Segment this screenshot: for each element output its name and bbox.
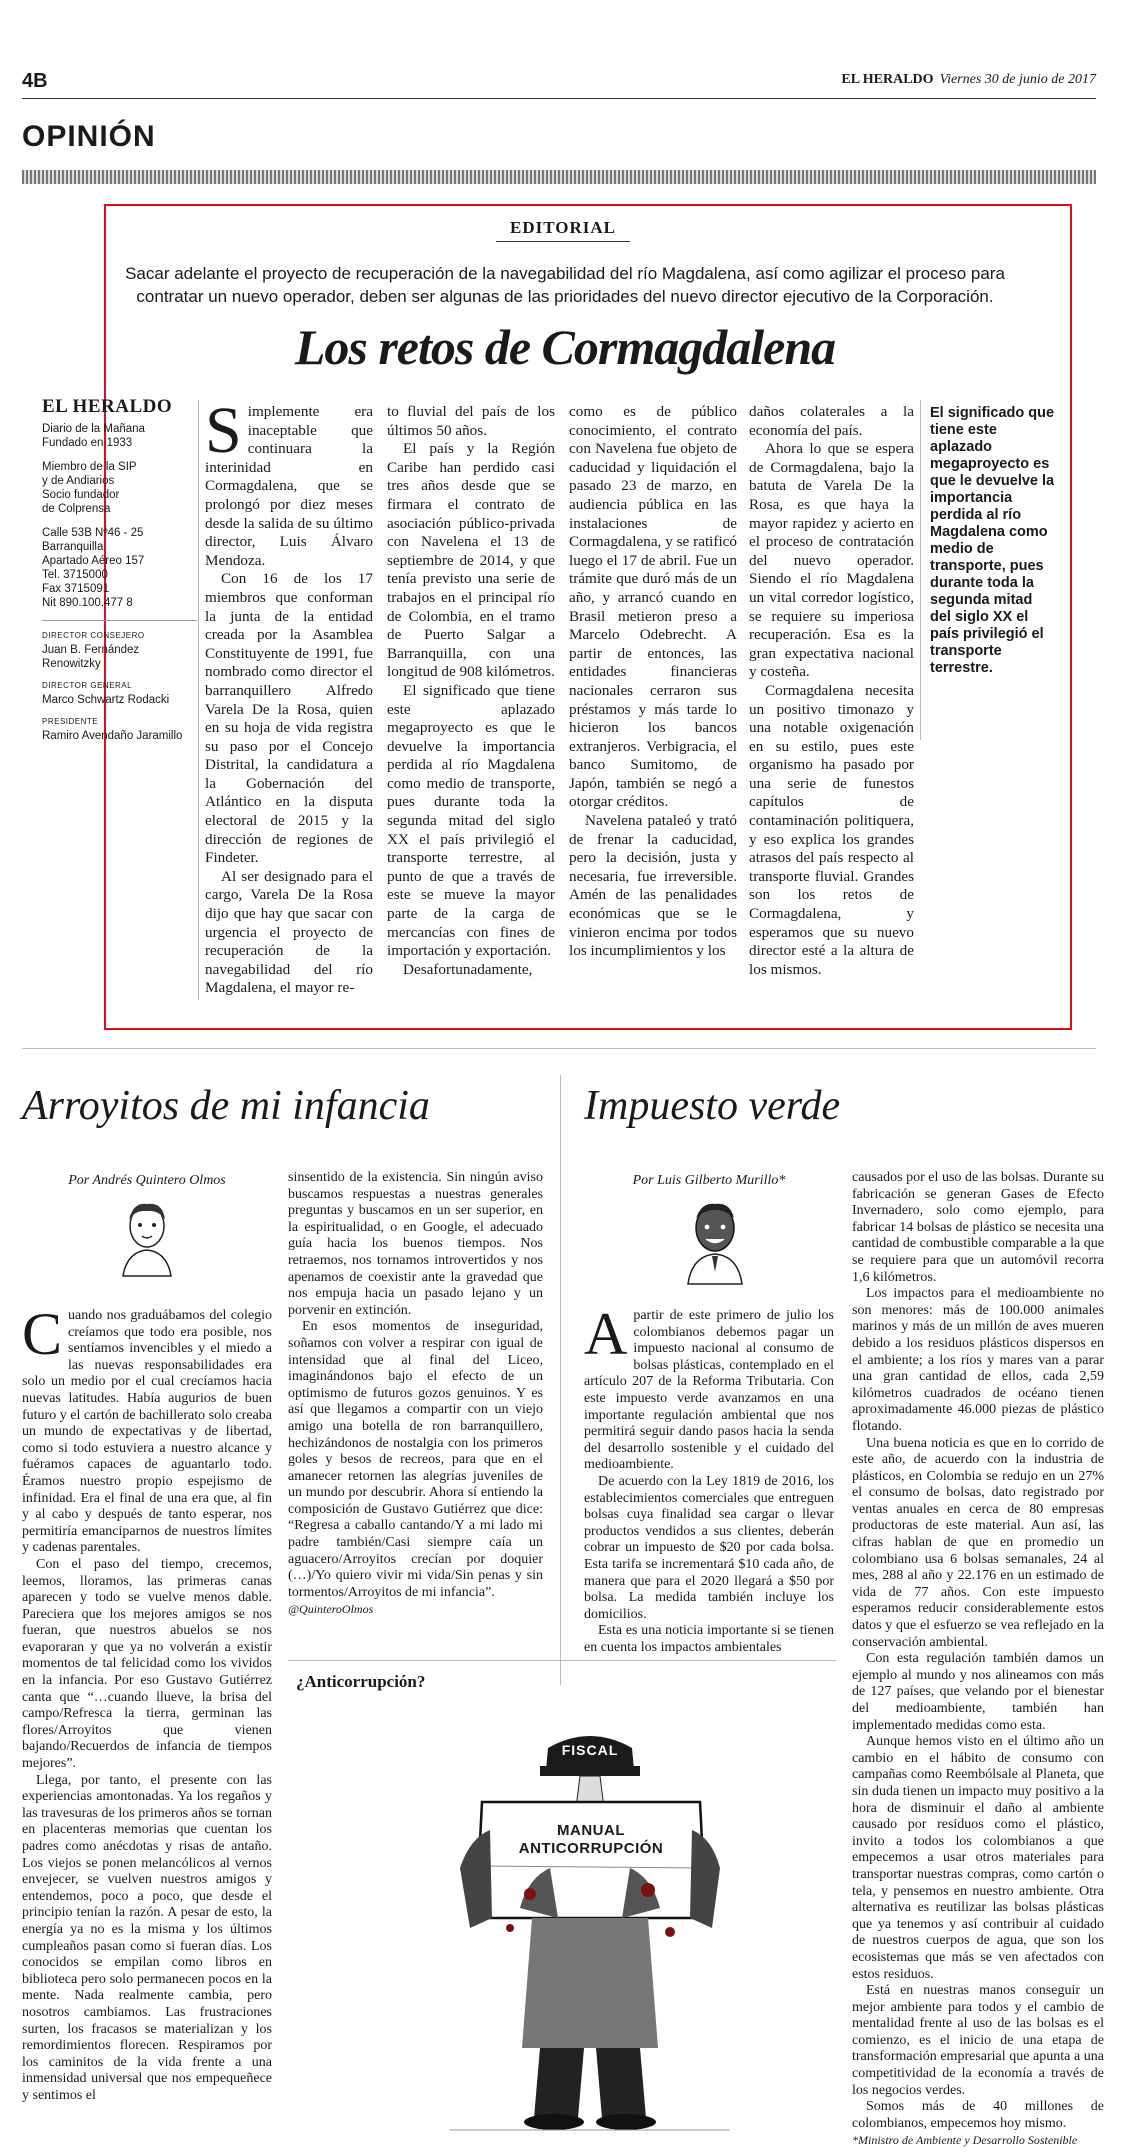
column-paragraph: Apartir de este primero de julio los colombianos debemos pagar un impuesto nacional al consumo de bolsas plásticas, contemplado en el artículo 207 de la Reforma Tributaria. Con este impuesto verde avanzamos en una importante regulación ambiental que nos permitirá seguir dando pasos hacia la senda del desarrollo sostenible y el cuidado del medioambiente. bbox=[584, 1301, 834, 1473]
editorial-paragraph: Al ser designado para el cargo, Varela De la Rosa dijo que hay que sacar con urgencia el proyecto de recuperación de la navegabilidad del río Magdalena, el mayor re- bbox=[205, 867, 373, 997]
editorial-column-1 bbox=[205, 394, 373, 1003]
column-paragraph: causados por el uso de las bolsas. Durante su fabricación se generan Gases de Efecto Invernadero, solo como ejemplo, para fabricar 14 bolsas de plástico se necesita una cantidad de combustible comparable a la que se requiere para que un automóvil recorra 1,6 kilómetros. bbox=[852, 1170, 1104, 1285]
masthead-person-2: Marco Schwartz Rodacki bbox=[42, 694, 170, 706]
editorial-pullquote: El significado que tiene este aplazado megaproyecto es que le devuelve la importancia perdida al río Magdalena como medio de transporte, pues durante toda la segunda mitad del siglo XX el país privilegió el transporte terrestre. bbox=[930, 405, 1055, 676]
editorial-standfirst: Sacar adelante el proyecto de recuperación de la navegabilidad del río Magdalena, así como agilizar el proceso para contratar un nuevo operador, deben ser algunas de las prioridades del nuevo director ejecutivo de la Corporación. bbox=[125, 264, 1005, 306]
masthead-person-1: Juan B. Fernández Renowitzky bbox=[42, 644, 140, 670]
column-title-right: Impuesto verde bbox=[584, 1083, 841, 1129]
column-paragraph: Con el paso del tiempo, crecemos, leemos, lloramos, las primeras canas aparecen y todo se vuelve menos dable. Pareciera que los mejores amigos se nos fueran, que nuestros abuelos se nos evaporaran y que ya no volverán a existir momentos de tal felicidad como los vividos en la infancia. Por eso Gustavo Gutiérrez canta que “…cuando llueve, la brisa del campo/Refresca la tierra, germinan las flores/Arroyitos que vienen bajando/Recuerdos de infancia de tiempos mejores”. bbox=[22, 1556, 272, 1772]
column-rule bbox=[560, 1075, 561, 1685]
column-paragraph: Está en nuestras manos conseguir un mejor ambiente para todos y el cambio de mentalidad frente al uso de las bolsas es el comienzo, es el inicio de una etapa de transformación empresarial que apunta a una competitividad de la economía a través de los negocios verdes. bbox=[852, 1983, 1104, 2098]
editorial-paragraph: El país y la Región Caribe han perdido casi tres años desde que se firmara el contrato de asociación público-privada con Navelena el 13 de septiembre de 2014, y que tenía previsto una serie de trabajos en el principal río de Colombia, en el tramo de Puerto Salgar a Barranquilla, con una longitud de 908 kilómetros. bbox=[387, 440, 555, 681]
paper-date-line bbox=[841, 72, 1096, 88]
editorial-paragraph: como es de público conocimiento, el contrato con Navelena fue objeto de caducidad y liquidación el pasado 23 de marzo, en audiencia pública en las instalaciones de Cormagdalena, y se ratificó luego el 17 de abril. Fue un trámite que duró más de un año, y arrancó cuando en Brasil metieron preso a Marcelo Odebrecht. A partir de entonces, las entidades financieras nacionales cerraron sus préstamos y más tarde lo hicieron los bancos extranjeros. Verbigracia, el banco Sumitomo, de Japón, también se negó a otorgar créditos. bbox=[569, 403, 737, 811]
column-paragraph: Los impactos para el medioambiente no son menores: más de 100.000 animales marinos y más de un millón de aves mueren debido a los residuos plásticos dispersos en el ambiente; a los ríos y mares van a parar una gran cantidad de ellos, cada 2,59 kilómetros cuadrados de océano tienen aproximadamente 46.000 piezas de plástico flotando. bbox=[852, 1286, 1104, 1434]
byline-right: Por Luis Gilberto Murillo* bbox=[632, 1173, 786, 1188]
column-text-left-a bbox=[22, 1301, 272, 2143]
section-title: OPINIÓN bbox=[22, 120, 156, 153]
column-text-right-b bbox=[852, 1170, 1104, 2148]
editorial-paragraph: Simplemente era inaceptable que continuara la interinidad en Cormagdalena, que se prolongó por diez meses desde la salida de su último director, Luis Álvaro Mendoza. bbox=[205, 394, 373, 569]
issue-date: Viernes 30 de junio de 2017 bbox=[939, 72, 1096, 87]
editorial-paragraph: Cormagdalena necesita un positivo timonazo y una notable oxigenación en su estilo, pues este organismo ha pasado por una serie de funestos capítulos de contaminación politiquera, y eso explica los grandes atrasos del país respecto al transporte fluvial. Grandes son los retos de Cormagdalena, y esperamos que su nuevo director esté a la altura de los mismos. bbox=[749, 681, 914, 978]
editorial-paragraph: daños colaterales a la economía del país. bbox=[749, 403, 914, 439]
cartoon-sign-text: MANUAL ANTICORRUPCIÓN bbox=[518, 1822, 664, 1857]
cartoon-title: ¿Anticorrupción? bbox=[296, 1672, 426, 1691]
editorial-paragraph: Con 16 de los 17 miembros que conforman la junta de la entidad creada por la Asamblea Constituyente de 1991, fue nombrado como director el barranquillero Alfredo Varela De la Rosa, quien en su hoja de vida registra su paso por el Concejo Distrital, la candidatura a la Gobernación del Atlántico en la disputa electoral de 2015 y la dirección de regiones de Findeter. bbox=[205, 570, 373, 867]
author-footnote: *Ministro de Ambiente y Desarrollo Sostenible bbox=[852, 2133, 1078, 2148]
editorial-paragraph: Navelena pataleó y trató de frenar la caducidad, pero la decisión, justa y necesaria, fue irreversible. Amén de las penalidades económicas que se le vinieron encima por todos los incumplimientos y los bbox=[569, 812, 737, 960]
editorial-paragraph: Ahora lo que se espera de Cormagdalena, bajo la batuta de Varela De la Rosa, es que haya la mayor rapidez y acierto en el proceso de contratación del nuevo operador. Siendo el río Magdalena un vital corredor logístico, se requiere su imperiosa recuperación. Esa es la gran expectativa nacional y costeña. bbox=[749, 440, 914, 681]
editorial-paragraph: El significado que tiene este aplazado megaproyecto es que le devuelve la importancia perdida al río Magdalena como medio de transporte, pues durante toda la segunda mitad del siglo XX el país privilegió el transporte terrestre, al punto de que a través de este se mueve la mayor parte de la carga de mercancías con fines de importación y exportación. bbox=[387, 681, 555, 960]
section-separator bbox=[22, 1048, 1096, 1049]
column-paragraph: Llega, por tanto, el presente con las experiencias amontonadas. Ya los regaños y las travesuras de los primeros años se tornan en placenteras memorias que cuentan los padres como anécdotas y risas de antaño. Los viejos se ponen melancólicos al vernos envejecer, se vuelven nuestros amigos y entendemos, poco a poco, que desde el principio tenían la razón. A pesar de esto, la energía ya no es la misma y los últimos cumpleaños pasan como si fueran días. Los conocidos se empilan como libros en biblioteca pero solo permanecen pocos en la mente. Nada realmente cambia, pero nosotros cambiamos. Las frustraciones surten, los fracasos se materializan y los remordimientos florecen. Respiramos por los caminitos de la vida frente a una inmensidad universal que nos empequeñece y sentimos el bbox=[22, 1772, 272, 2103]
editorial-paragraph: to fluvial del país de los últimos 50 años. bbox=[387, 403, 555, 439]
editorial-paragraph: Desafortunadamente, bbox=[403, 960, 533, 978]
cartoon-rule bbox=[288, 1660, 836, 1661]
drop-cap: C bbox=[22, 1301, 63, 1367]
section-hatch-band bbox=[22, 170, 1096, 184]
author-portrait-right bbox=[680, 1196, 750, 1284]
cartoon-illustration bbox=[430, 1718, 750, 2138]
column-paragraph: Esta es una noticia importante si se tienen en cuenta los impactos ambientales bbox=[584, 1623, 834, 1655]
masthead-role-3: PRESIDENTE bbox=[42, 717, 99, 726]
cartoon-cap-text: FISCAL bbox=[561, 1742, 619, 1758]
header-rule bbox=[22, 98, 1096, 99]
column-rule bbox=[198, 400, 199, 1000]
editorial-column-2 bbox=[387, 403, 555, 1003]
author-portrait-left bbox=[115, 1196, 179, 1276]
column-paragraph: Aunque hemos visto en el último año un cambio en el hábito de consumo con campañas como Reembólsale al Planeta, que sin duda tienen un impacto muy positivo a la hora de disminuir el daño al ambiente causado por residuos como el plástico, invito a todos los colombianos a que empecemos a usar otros materiales para transportar nuestras compras, como cartón o tela, y pensemos en nuestro ambiente. Otra alternativa es reutilizar las bolsas plásticas que ya tenemos y así contribuir al cuidado de nuestros cuerpos de agua, que son los ecosistemas que más se ven afectados con estos residuos. bbox=[852, 1734, 1104, 1982]
page-number: 4B bbox=[22, 70, 48, 92]
author-handle: @QuinteroOlmos bbox=[288, 1602, 374, 1617]
column-paragraph: Somos más de 40 millones de colombianos, empecemos hoy mismo. bbox=[852, 2099, 1104, 2131]
column-paragraph: En esos momentos de inseguridad, soñamos con volver a respirar con igual de intensidad que al final del Liceo, imaginándonos bajo el efecto de un optimismo de futuros gozos genuinos. Y es así que llegamos a compartir con un viejo amigo una botella de ron barranquillero, hechizándonos de nostalgia con los primeros goles y besos de recreos, para que en el amanecer retornen las alegrías juveniles de un mundo por descubrir. Ahora sí entiendo la composición de Gustavo Gutiérrez que dice: “Regresa a caballo cantando/Y a mi lado mi padre también/Casi siempre caía un aguacero/Arroyitos crecían por doquier (…)/Yo quiero vivir mi vida/Sin penas y sin tormentos/Arroyitos de mi infancia”. bbox=[288, 1319, 543, 1600]
column-text-right-a bbox=[584, 1301, 834, 1655]
column-paragraph: Con esta regulación también damos un ejemplo al mundo y nos alineamos con más de 127 países, que velando por el bienestar del medioambiente, también han implementado medidas como esta. bbox=[852, 1651, 1104, 1733]
masthead-role-1: DIRECTOR CONSEJERO bbox=[42, 631, 145, 640]
masthead-address: Calle 53B Nº46 - 25 Barranquilla Apartado Aéreo 157 Tel. 3715000 Fax 3715091 Nit 890.100.477 8 bbox=[42, 527, 145, 609]
column-paragraph: sinsentido de la existencia. Sin ningún aviso buscamos respuestas a nuestras generales preguntas y buscamos en un ser superior, en la espiritualidad, o en Google, el adecuado guía hacia los buenos tiempos. Nos retraemos, nos tornamos introvertidos y nos apenamos de coexistir ante la gravedad que nos empuja hacia un pasado lejano y un porvenir en extinción. bbox=[288, 1170, 543, 1318]
column-text-left-b bbox=[288, 1170, 543, 1630]
editorial-column-3 bbox=[569, 403, 737, 1003]
editorial-label: EDITORIAL bbox=[0, 218, 1126, 242]
drop-cap: S bbox=[205, 394, 242, 467]
masthead-block-2: Miembro de la SIP y de Andiarios Socio fundador de Colprensa bbox=[42, 461, 137, 515]
masthead-role-2: DIRECTOR GENERAL bbox=[42, 681, 133, 690]
column-title-left: Arroyitos de mi infancia bbox=[22, 1083, 430, 1129]
editorial-column-4 bbox=[749, 403, 914, 1003]
editorial-headline: Los retos de Cormagdalena bbox=[294, 319, 836, 375]
masthead-person-3: Ramiro Avendaño Jaramillo bbox=[42, 730, 183, 742]
masthead-column bbox=[42, 396, 197, 743]
masthead-block-1: Diario de la Mañana Fundado en 1933 bbox=[42, 423, 145, 449]
paper-name: EL HERALDO bbox=[841, 72, 934, 87]
masthead-name: EL HERALDO bbox=[42, 396, 173, 417]
drop-cap: A bbox=[584, 1301, 628, 1367]
column-paragraph: De acuerdo con la Ley 1819 de 2016, los establecimientos comerciales que entreguen bolsas cuya finalidad sea cargar o llevar productos vendidos a sus clientes, deberán cobrar un impuesto de $20 por cada bolsa. Esta tarifa se incrementará $10 cada año, de manera que para el 2020 llegará a $50 por bolsa. La medida también incluye los domicilios. bbox=[584, 1473, 834, 1622]
column-paragraph: Una buena noticia es que en lo corrido de este año, de acuerdo con la industria de plásticos, en Colombia se redujo en un 27% el consumo de bolsas, dato registrado por ventas anuales en cerca de 80 empresas productoras de este material. Aun así, las cifras hablan de que en promedio un colombiano usa 6 bolsas semanales, 24 al mes, 288 al año y 22.176 en un estimado de vida de 77 años. Con este impuesto esperamos reducir considerablemente estos datos y que el esfuerzo se vea reflejado en la conservación ambiental. bbox=[852, 1435, 1104, 1650]
byline-left: Por Andrés Quintero Olmos bbox=[68, 1173, 226, 1188]
column-rule bbox=[920, 400, 921, 740]
column-paragraph: Cuando nos graduábamos del colegio creíamos que todo era posible, nos sentíamos invencibles y el miedo a las nuevas responsabilidades era solo un medio por el cual crecíamos hacia nuevas latitudes. Había augurios de buen futuro y el cartón de bachillerato solo creaba un mundo de expectativas y de libertad, como si todo estuviera a nuestro alcance y fuéramos capaces de aguantarlo todo. Éramos nuestro propio espejismo de infinidad. Era el final de una era que, al fin y al cabo y después de tanto esperar, nos permitiría emanciparnos de nuestros límites y cadenas parentales. bbox=[22, 1301, 272, 1556]
